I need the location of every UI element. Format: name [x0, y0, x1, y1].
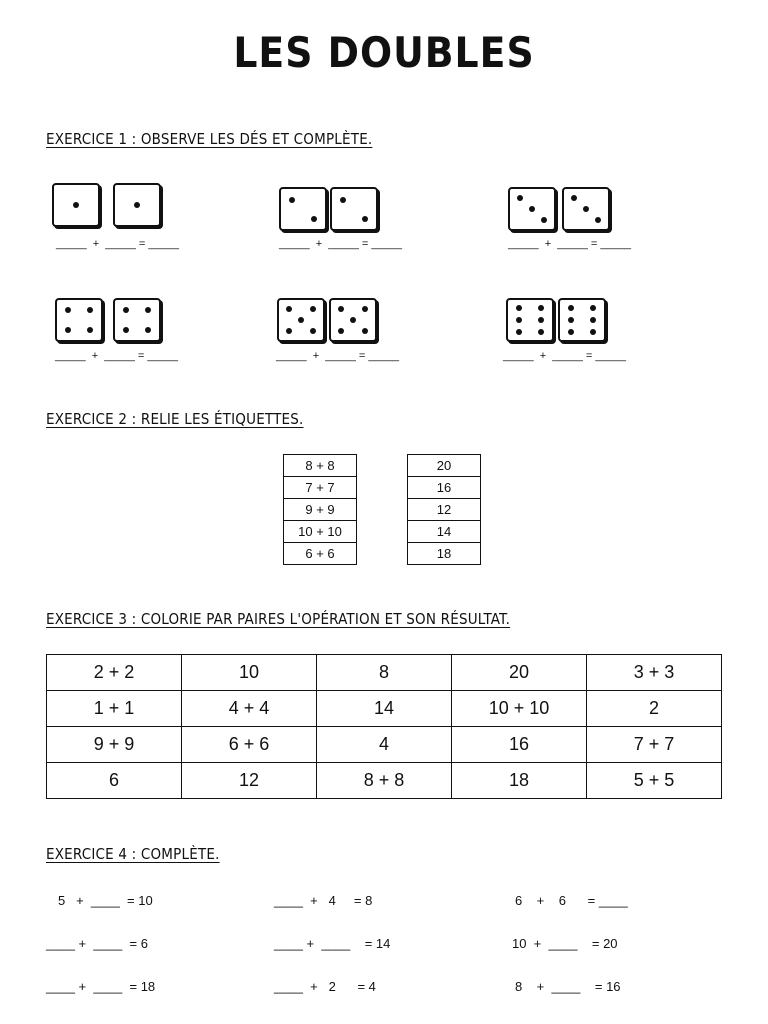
grid-cell[interactable]: 12 [182, 763, 317, 799]
die-pip [65, 307, 71, 313]
die-pip [340, 197, 346, 203]
fill-in-equation[interactable]: ____ + 4 = 8 [274, 893, 373, 908]
pairs-grid [46, 654, 722, 799]
die-pip [289, 197, 295, 203]
grid-cell[interactable]: 18 [452, 763, 587, 799]
die-pip [583, 206, 589, 212]
die-face-4 [113, 298, 161, 342]
dice-equation[interactable]: _____ + _____ = _____ [508, 238, 631, 250]
die-pip [65, 327, 71, 333]
operation-label[interactable]: 9 + 9 [284, 499, 357, 521]
die-face-2 [279, 187, 327, 231]
grid-cell[interactable]: 2 + 2 [47, 655, 182, 691]
result-label[interactable]: 20 [408, 455, 481, 477]
fill-in-equation[interactable]: ____ + 2 = 4 [274, 979, 376, 994]
die-pip [516, 317, 522, 323]
dice-equation[interactable]: _____ + _____ = _____ [279, 238, 402, 250]
fill-in-equation[interactable]: ____ + ____ = 14 [274, 936, 391, 951]
die-pip [571, 195, 577, 201]
dice-equation[interactable]: _____ + _____ = _____ [55, 350, 178, 362]
die-pip [538, 305, 544, 311]
fill-in-equation[interactable]: ____ + ____ = 18 [46, 979, 156, 994]
die-pip [338, 328, 344, 334]
die-pip [362, 216, 368, 222]
result-label[interactable]: 18 [408, 543, 481, 565]
grid-cell[interactable]: 7 + 7 [587, 727, 722, 763]
result-label[interactable]: 14 [408, 521, 481, 543]
die-pip [590, 329, 596, 335]
die-pip [286, 306, 292, 312]
grid-cell[interactable]: 6 + 6 [182, 727, 317, 763]
grid-cell[interactable]: 8 + 8 [317, 763, 452, 799]
grid-cell[interactable]: 8 [317, 655, 452, 691]
die-pip [73, 202, 79, 208]
result-label[interactable]: 16 [408, 477, 481, 499]
die-pip [595, 217, 601, 223]
die-face-5 [329, 298, 377, 342]
grid-cell[interactable]: 6 [47, 763, 182, 799]
grid-cell[interactable]: 4 [317, 727, 452, 763]
exercise-3-title: EXERCICE 3 : COLORIE PAR PAIRES L'OPÉRATION ET SON RÉSULTAT. [46, 610, 511, 628]
grid-cell[interactable]: 5 + 5 [587, 763, 722, 799]
results-column [407, 454, 481, 565]
die-pip [517, 195, 523, 201]
die-pip [568, 317, 574, 323]
exercise-2-title: EXERCICE 2 : RELIE LES ÉTIQUETTES. [46, 410, 304, 428]
operation-label[interactable]: 10 + 10 [284, 521, 357, 543]
exercise-4-title: EXERCICE 4 : COMPLÈTE. [46, 845, 220, 863]
fill-in-equation[interactable]: 6 + 6 = ____ [515, 893, 628, 908]
die-pip [87, 307, 93, 313]
die-pip [310, 328, 316, 334]
dice-equation[interactable]: _____ + _____ = _____ [503, 350, 626, 362]
dice-equation[interactable]: _____ + _____ = _____ [276, 350, 399, 362]
grid-cell[interactable]: 14 [317, 691, 452, 727]
exercise-1-title: EXERCICE 1 : OBSERVE LES DÉS ET COMPLÈTE. [46, 130, 373, 148]
die-pip [541, 217, 547, 223]
die-face-3 [508, 187, 556, 231]
die-pip [123, 307, 129, 313]
die-pip [568, 329, 574, 335]
grid-cell[interactable]: 3 + 3 [587, 655, 722, 691]
die-pip [590, 305, 596, 311]
die-pip [538, 317, 544, 323]
result-label[interactable]: 12 [408, 499, 481, 521]
grid-cell[interactable]: 2 [587, 691, 722, 727]
grid-cell[interactable]: 4 + 4 [182, 691, 317, 727]
die-pip [87, 327, 93, 333]
die-pip [298, 317, 304, 323]
die-pip [145, 307, 151, 313]
die-pip [516, 329, 522, 335]
grid-cell[interactable]: 10 [182, 655, 317, 691]
operation-label[interactable]: 7 + 7 [284, 477, 357, 499]
grid-cell[interactable]: 16 [452, 727, 587, 763]
die-face-6 [506, 298, 554, 342]
die-pip [286, 328, 292, 334]
die-pip [362, 328, 368, 334]
grid-cell[interactable]: 9 + 9 [47, 727, 182, 763]
grid-cell[interactable]: 10 + 10 [452, 691, 587, 727]
grid-cell[interactable]: 20 [452, 655, 587, 691]
die-face-2 [330, 187, 378, 231]
die-pip [590, 317, 596, 323]
fill-in-equation[interactable]: ____ + ____ = 6 [46, 936, 148, 951]
die-pip [310, 306, 316, 312]
die-pip [134, 202, 140, 208]
die-pip [311, 216, 317, 222]
operation-label[interactable]: 8 + 8 [284, 455, 357, 477]
fill-in-equation[interactable]: 5 + ____ = 10 [58, 893, 153, 908]
fill-in-equation[interactable]: 10 + ____ = 20 [512, 936, 618, 951]
operation-label[interactable]: 6 + 6 [284, 543, 357, 565]
die-face-4 [55, 298, 103, 342]
grid-cell[interactable]: 1 + 1 [47, 691, 182, 727]
die-face-1 [113, 183, 161, 227]
die-face-1 [52, 183, 100, 227]
page-title: LES DOUBLES [233, 28, 535, 77]
die-pip [529, 206, 535, 212]
dice-equation[interactable]: _____ + _____ = _____ [56, 238, 179, 250]
operations-column [283, 454, 357, 565]
die-pip [338, 306, 344, 312]
fill-in-equation[interactable]: 8 + ____ = 16 [515, 979, 621, 994]
die-face-3 [562, 187, 610, 231]
die-pip [123, 327, 129, 333]
die-pip [145, 327, 151, 333]
die-pip [568, 305, 574, 311]
die-pip [350, 317, 356, 323]
die-pip [538, 329, 544, 335]
die-pip [362, 306, 368, 312]
die-pip [516, 305, 522, 311]
die-face-5 [277, 298, 325, 342]
die-face-6 [558, 298, 606, 342]
